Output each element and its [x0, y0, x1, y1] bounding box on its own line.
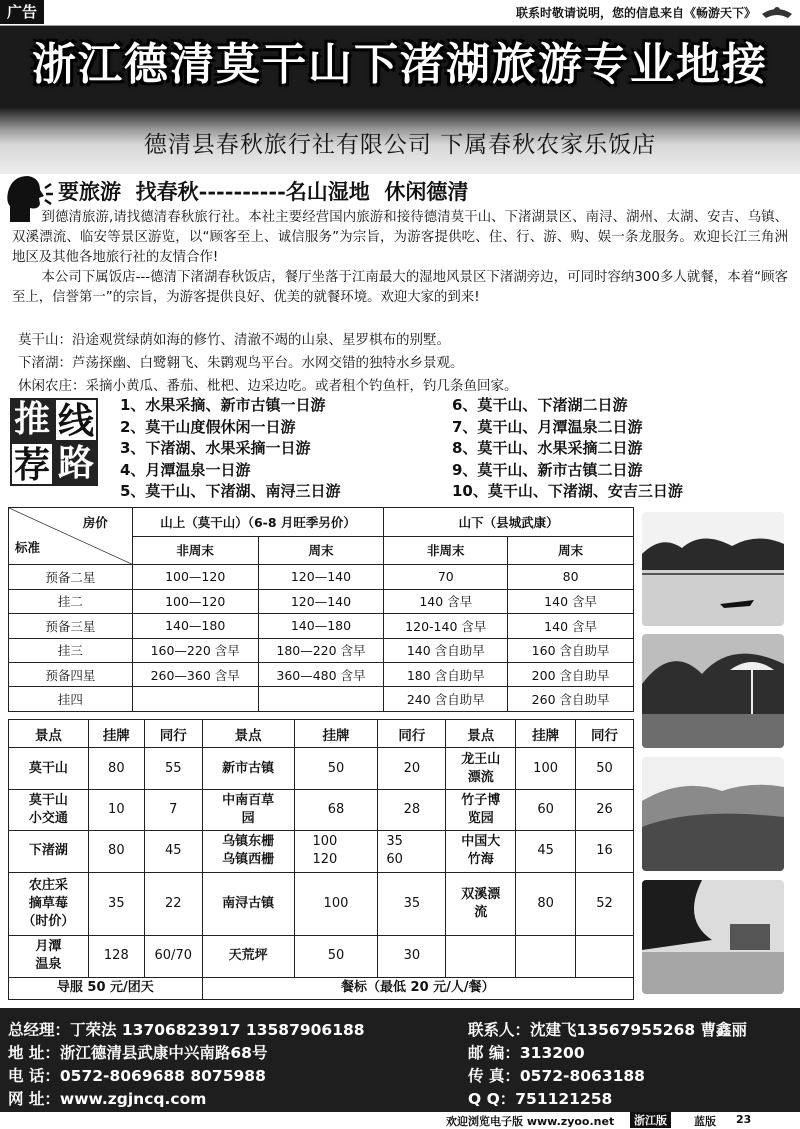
- waterside-trees-photo: [642, 880, 784, 994]
- ad-label: 广告: [0, 0, 44, 24]
- price-grade: 预备三星: [9, 614, 133, 638]
- spot-name: 天荒坪: [202, 935, 294, 977]
- price-corner-cell: [9, 508, 133, 565]
- fax-line: 传 真：0572-8063188: [468, 1067, 645, 1085]
- spot-row: [9, 748, 634, 790]
- manager-line: 总经理：丁荣法 13706823917 13587906188: [8, 1021, 365, 1039]
- spot-price: 60/70: [144, 935, 202, 977]
- price-row: [9, 589, 634, 613]
- spot-name: 乌镇东栅 乌镇西栅: [202, 830, 294, 872]
- spot-price: [576, 935, 634, 977]
- route-item: 8、莫干山、水果采摘二日游: [452, 439, 643, 457]
- spot-name: 中国大 竹海: [446, 830, 516, 872]
- address-line: 地 址：浙江德清县武康中兴南路68号: [8, 1044, 268, 1062]
- spot-price: 35 60: [378, 830, 446, 872]
- price-cell: 140 含早: [384, 589, 508, 613]
- route-item: 7、莫干山、月潭温泉二日游: [452, 417, 643, 436]
- recommend-char-3: 荐: [10, 442, 54, 486]
- price-cell: 80: [508, 565, 634, 589]
- price-col-weekday: 非周末: [384, 536, 508, 565]
- spot-price: 50: [576, 748, 634, 790]
- feature-xiazhuhu: 下渚湖：芦荡探幽、白鹭翱飞、朱鹮观鸟平台。水网交错的独特水乡景观。: [18, 355, 464, 371]
- spot-price: 100 120: [294, 830, 378, 872]
- price-grade: 预备二星: [9, 565, 133, 589]
- spot-price: 26: [576, 790, 634, 830]
- spot-header: 景点: [202, 720, 294, 748]
- spot-name: 农庄采 摘草莓 （时价）: [9, 873, 89, 935]
- spot-price: 16: [576, 830, 634, 872]
- price-row: [9, 614, 634, 638]
- spot-price: 100: [516, 748, 576, 790]
- route-item: 5、莫干山、下渚湖、南浔三日游: [120, 482, 341, 500]
- scenic-spot-table: [8, 719, 634, 1000]
- price-cell: 120—140: [258, 565, 384, 589]
- spot-price: 35: [378, 873, 446, 935]
- spot-name: 南浔古镇: [202, 873, 294, 935]
- spot-price: 100: [294, 873, 378, 935]
- spot-row: [9, 830, 634, 872]
- price-cell: 260—360 含早: [132, 662, 258, 686]
- price-cell: 200 含自助早: [508, 662, 634, 686]
- price-cell: 180 含自助早: [384, 662, 508, 686]
- price-cell: 240 含自助早: [384, 687, 508, 712]
- price-grade: 挂二: [9, 589, 133, 613]
- spot-price: 80: [88, 830, 144, 872]
- color-tag: 蓝版: [694, 1115, 716, 1128]
- postcode-line: 邮 编：313200: [468, 1044, 585, 1062]
- spot-header: 同行: [378, 720, 446, 748]
- spot-price: 10: [88, 790, 144, 830]
- recommend-char-1: 推: [10, 398, 54, 442]
- guide-fee: 导服 50 元/团天: [9, 977, 203, 999]
- price-col-weekend: 周末: [258, 536, 384, 565]
- qq-line: Q Q：751121258: [468, 1090, 613, 1108]
- price-row: [9, 565, 634, 589]
- spot-name: 莫干山: [9, 748, 89, 790]
- spot-name: 中南百草 园: [202, 790, 294, 830]
- slogan: 要旅游 找春秋----------名山湿地 休闲德清: [58, 179, 469, 204]
- route-item: 3、下渚湖、水果采摘一日游: [120, 439, 311, 457]
- routes-left: [120, 395, 440, 503]
- spot-name: [446, 935, 516, 977]
- spot-header: 同行: [576, 720, 634, 748]
- price-cell: 120-140 含早: [384, 614, 508, 638]
- price-cell: 160 含自助早: [508, 638, 634, 662]
- price-grade: 挂三: [9, 638, 133, 662]
- price-row: [9, 638, 634, 662]
- website-line: 网 址：www.zgjncq.com: [8, 1090, 207, 1108]
- spot-price: 128: [88, 935, 144, 977]
- spot-price: [516, 935, 576, 977]
- phone-line: 电 话：0572-8069688 8075988: [8, 1067, 266, 1085]
- spot-name: 月潭 温泉: [9, 935, 89, 977]
- price-cell: 100—120: [132, 565, 258, 589]
- spot-header: 挂牌: [516, 720, 576, 748]
- spot-name: 新市古镇: [202, 748, 294, 790]
- spot-name: 龙王山 漂流: [446, 748, 516, 790]
- spot-price: 80: [88, 748, 144, 790]
- spot-price: 55: [144, 748, 202, 790]
- price-col-weekday: 非周末: [132, 536, 258, 565]
- site-link[interactable]: 欢迎浏览电子版 www.zyoo.net: [446, 1115, 615, 1128]
- route-item: 10、莫干山、下渚湖、安吉三日游: [452, 482, 683, 500]
- route-item: 9、莫干山、新市古镇二日游: [452, 460, 643, 479]
- price-cell: [132, 687, 258, 712]
- meal-standard: 餐标（最低 20 元/人/餐）: [202, 977, 633, 999]
- spot-header: 挂牌: [88, 720, 144, 748]
- price-cell: 140—180: [132, 614, 258, 638]
- spot-row: [9, 790, 634, 830]
- spot-price: 7: [144, 790, 202, 830]
- spot-name: 双溪漂 流: [446, 873, 516, 935]
- route-item: 4、月潭温泉一日游: [120, 460, 251, 479]
- price-cell: 160—220 含早: [132, 638, 258, 662]
- price-row: [9, 662, 634, 686]
- spot-price: 68: [294, 790, 378, 830]
- routes-right: [452, 395, 792, 503]
- spot-row: [9, 935, 634, 977]
- mountain-village-photo: [642, 757, 784, 871]
- recommend-char-4: 路: [54, 442, 98, 486]
- intro-paragraph-2: 本公司下属饭店---德清下渚湖春秋饭店，餐厅坐落于江南最大的湿地风景区下渚湖旁边，可同时容纳300多人就餐，本着“顾客至上，信誉第一”的宗旨，为游客提供良好、优美的就餐环境。欢迎大家的到来!: [12, 270, 788, 305]
- spot-price: 80: [516, 873, 576, 935]
- spot-price: 52: [576, 873, 634, 935]
- feature-moganshan: 莫干山：沿途观赏绿荫如海的修竹、清澈不竭的山泉、星罗棋布的别墅。: [18, 332, 450, 348]
- spot-row: [9, 873, 634, 935]
- spot-price: 50: [294, 935, 378, 977]
- price-cell: [258, 687, 384, 712]
- price-cell: 180—220 含早: [258, 638, 384, 662]
- price-grade: 挂四: [9, 687, 133, 712]
- price-cell: 100—120: [132, 589, 258, 613]
- price-row: [9, 687, 634, 712]
- spot-name: 竹子博 览园: [446, 790, 516, 830]
- price-cell: 120—140: [258, 589, 384, 613]
- price-cell: 140—180: [258, 614, 384, 638]
- price-col-weekend: 周末: [508, 536, 634, 565]
- spot-price: 22: [144, 873, 202, 935]
- magazine-logo-icon: [760, 2, 794, 22]
- spot-price: 28: [378, 790, 446, 830]
- contact-footer: [0, 1008, 800, 1112]
- spot-header: 挂牌: [294, 720, 378, 748]
- price-cell: 360—480 含早: [258, 662, 384, 686]
- hotel-price-table: [8, 507, 634, 712]
- spot-price: 60: [516, 790, 576, 830]
- page-title: 浙江德清莫干山下渚湖旅游专业地接: [32, 39, 768, 90]
- farm-umbrella-photo: [642, 634, 784, 748]
- route-item: 6、莫干山、下渚湖二日游: [452, 396, 628, 414]
- price-group-town: 山下（县城武康）: [384, 508, 634, 537]
- spot-name: 莫干山 小交通: [9, 790, 89, 830]
- corner-bottom-label: 标准: [15, 540, 41, 556]
- price-grade: 预备四星: [9, 662, 133, 686]
- intro-paragraph-1: 到德清旅游,请找德清春秋旅行社。本社主要经营国内旅游和接待德清莫干山、下渚湖景区、南浔、湖州、太湖、安吉、乌镇、双溪漂流、临安等景区游览，以“顾客至上、诚信服务”为宗旨，为游客提供吃、住、行、游、购、娱一条龙服务。欢迎长江三角洲地区及其他各地旅行社的友情合作!: [12, 210, 788, 265]
- spot-header: 景点: [446, 720, 516, 748]
- spot-price: 45: [144, 830, 202, 872]
- spot-price: 20: [378, 748, 446, 790]
- spot-price: 30: [378, 935, 446, 977]
- spot-price: 35: [88, 873, 144, 935]
- price-cell: 260 含自助早: [508, 687, 634, 712]
- contact-person-line: 联系人：沈建飞13567955268 曹鑫丽: [468, 1021, 748, 1039]
- route-item: 1、水果采摘、新市古镇一日游: [120, 396, 326, 414]
- source-note: 联系时敬请说明，您的信息来自《畅游天下》: [515, 6, 756, 20]
- spot-header: 同行: [144, 720, 202, 748]
- page-number: 23: [736, 1113, 752, 1126]
- spot-price: 45: [516, 830, 576, 872]
- lake-boat-photo: [642, 512, 784, 626]
- spot-header: 景点: [9, 720, 89, 748]
- price-cell: 140 含早: [508, 589, 634, 613]
- spot-name: 下渚湖: [9, 830, 89, 872]
- route-item: 2、莫干山度假休闲一日游: [120, 417, 296, 436]
- price-cell: 140 含早: [508, 614, 634, 638]
- price-cell: 140 含自助早: [384, 638, 508, 662]
- recommend-char-2: 线: [54, 398, 98, 442]
- company-subtitle: 德清县春秋旅行社有限公司 下属春秋农家乐饭店: [143, 132, 657, 158]
- recommend-badge: [10, 398, 100, 488]
- intro-text: [12, 208, 788, 308]
- bottom-bar: [0, 1112, 800, 1127]
- price-group-mountain: 山上（莫干山）（6-8 月旺季另价）: [132, 508, 384, 537]
- price-cell: 70: [384, 565, 508, 589]
- corner-top-label: 房价: [82, 515, 108, 530]
- edition-badge: 浙江版: [630, 1112, 671, 1128]
- feature-farm: 休闲农庄：采摘小黄瓜、番茄、枇杷、边采边吃。或者租个钓鱼杆，钓几条鱼回家。: [18, 378, 518, 394]
- spot-price: 50: [294, 748, 378, 790]
